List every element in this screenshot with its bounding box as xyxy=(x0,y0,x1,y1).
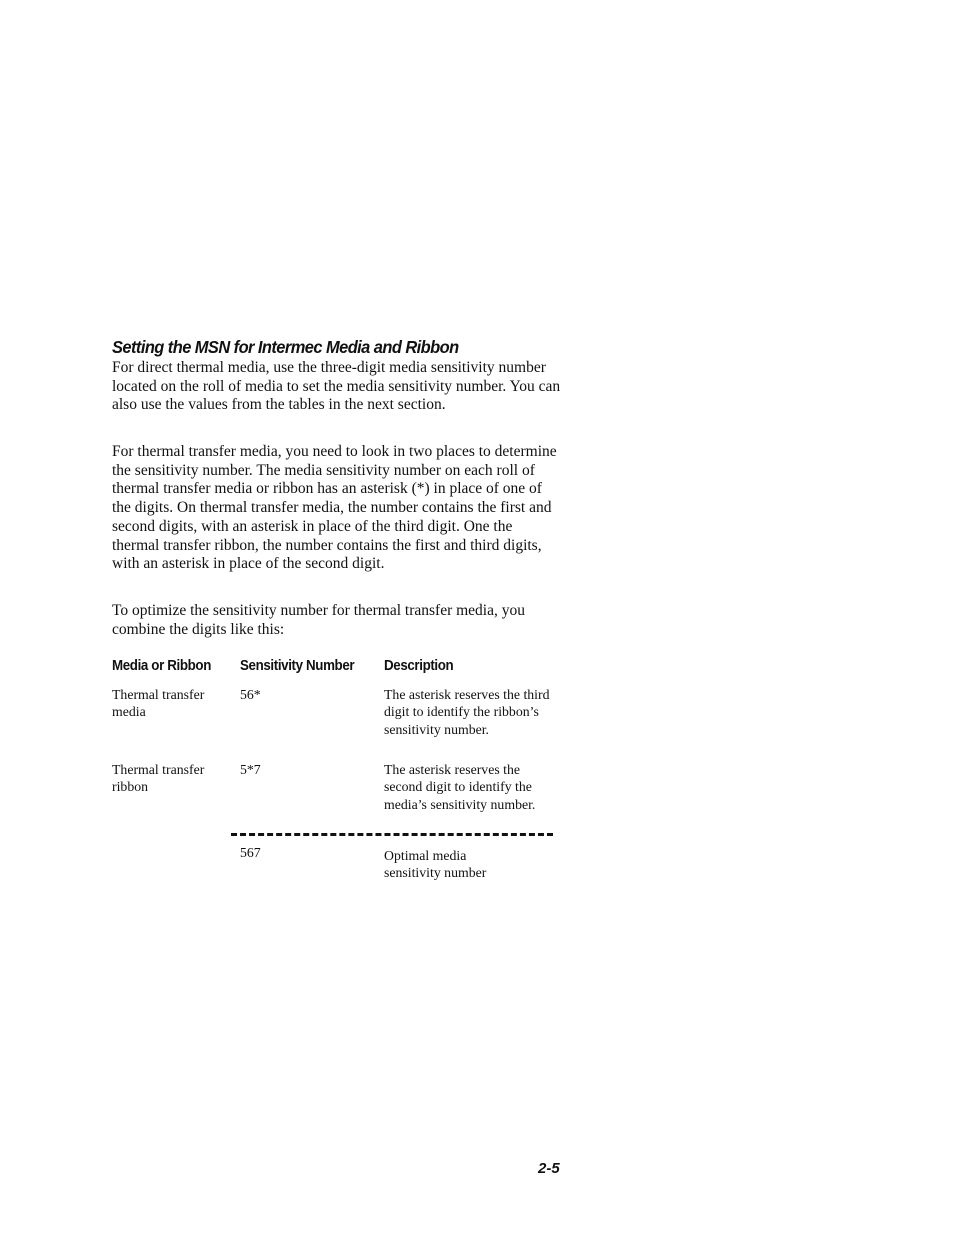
paragraph-thermal-transfer: For thermal transfer media, you need to look in two places to determine the sensitivity number. The media sensitivity number on each roll of thermal transfer media or ribbon has an asterisk (*) in place of one of the digits. On thermal transfer media, the number contains the first and second digits, with an asterisk in place of the third digit. One the thermal transfer ribbon, the number contains the first and third digits, with an asterisk in place of the second digit. xyxy=(112,443,557,573)
section-title: Setting the MSN for Intermec Media and Ribbon xyxy=(112,337,459,357)
cell-description: The asterisk reserves the third digit to identify the ribbon’s sensitivity number. xyxy=(384,687,550,737)
result-description: Optimal media sensitivity number xyxy=(384,848,487,881)
header-description: Description xyxy=(384,658,454,674)
cell-description: The asterisk reserves the second digit to identify the media’s sensitivity number. xyxy=(384,762,536,812)
cell-media: Thermal transfer ribbon xyxy=(112,762,205,795)
cell-number: 5*7 xyxy=(240,762,261,777)
result-number: 567 xyxy=(240,845,261,860)
header-sensitivity-number: Sensitivity Number xyxy=(240,658,355,674)
cell-media: Thermal transfer media xyxy=(112,687,205,720)
paragraph-direct-thermal: For direct thermal media, use the three-digit media sensitivity number located on the roll of media to set the media sensitivity number. You can also use the values from the tables in the next section. xyxy=(112,359,561,414)
cell-number: 56* xyxy=(240,687,261,702)
dashed-divider xyxy=(231,833,553,836)
paragraph-optimize: To optimize the sensitivity number for thermal transfer media, you combine the digits like this: xyxy=(112,602,525,638)
page-number: 2-5 xyxy=(538,1160,560,1177)
header-media-or-ribbon: Media or Ribbon xyxy=(112,658,211,674)
